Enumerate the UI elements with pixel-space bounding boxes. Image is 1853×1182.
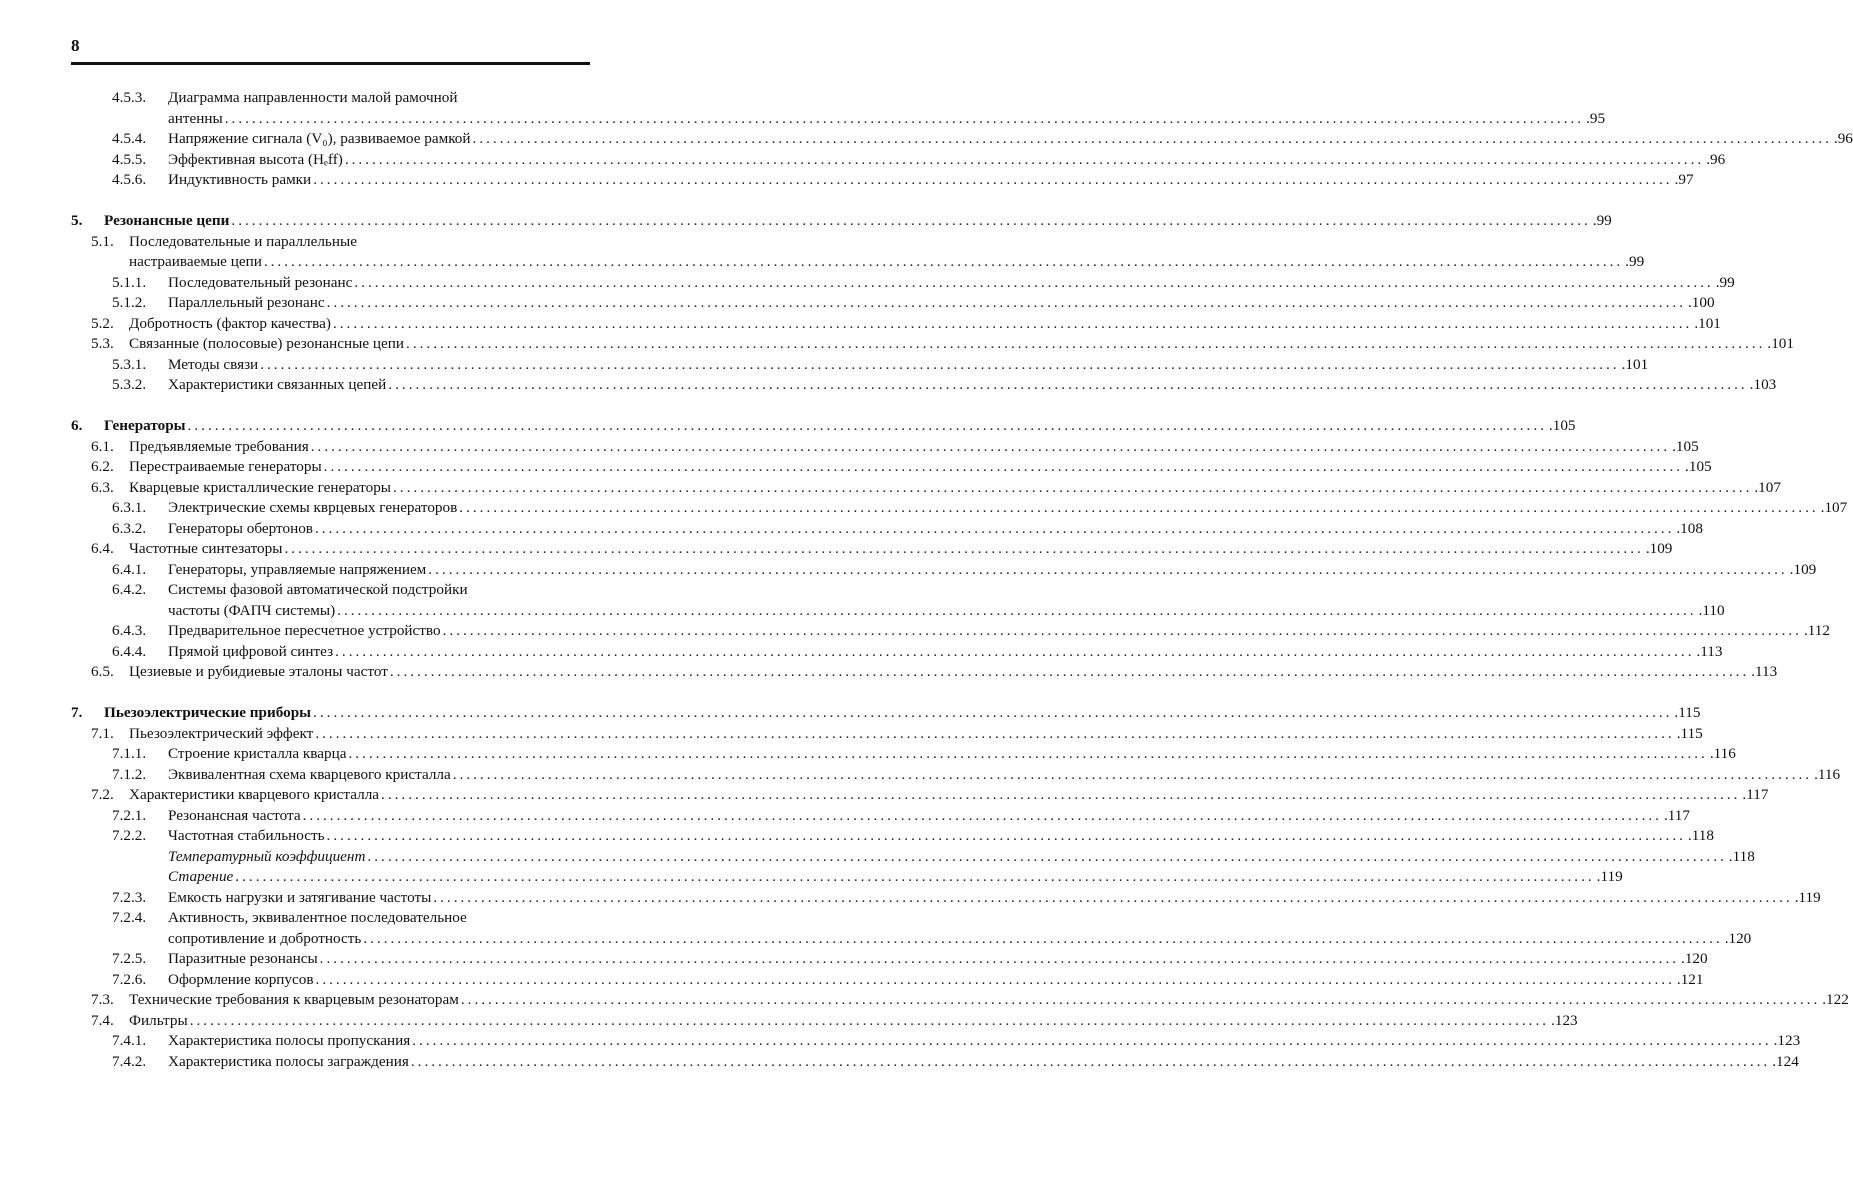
toc-entry-title: Оформление корпусов <box>168 970 314 988</box>
toc-entry-number: 4.5.6. <box>112 171 147 188</box>
toc-entry[interactable] <box>71 109 1606 130</box>
toc-entry-page: .113 <box>1696 642 1723 660</box>
toc-entry-number: 7.2.3. <box>112 888 147 906</box>
toc-entry-title: Старение <box>168 868 234 885</box>
toc-entry-page: .99 <box>1592 212 1612 229</box>
toc-entry-page: .103 <box>1749 376 1777 393</box>
toc-entry[interactable] <box>71 170 1694 191</box>
toc-entry-title: настраиваемые цепи <box>129 253 262 270</box>
dot-leader: ........................................................................................................................................................................................................ <box>323 458 1684 475</box>
toc-entry-number: 7.4. <box>91 1011 114 1029</box>
toc-entry[interactable] <box>71 539 1673 560</box>
toc-entry-title: Характеристики кварцевого кристалла <box>129 786 380 803</box>
toc-entry-page: .120 <box>1724 929 1752 947</box>
dot-leader: ........................................................................................................................................................................................................ <box>326 827 1686 844</box>
toc-entry-page: .99 <box>1715 273 1735 291</box>
toc-entry[interactable] <box>71 437 1699 458</box>
dot-leader: ........................................................................................................................................................................................................ <box>284 540 1644 557</box>
toc-entry[interactable] <box>71 1011 1578 1032</box>
toc-entry[interactable] <box>71 375 1777 396</box>
dot-leader: ........................................................................................................................................................................................................ <box>260 355 1620 373</box>
toc-entry[interactable] <box>71 129 1853 150</box>
toc-entry[interactable] <box>71 847 1755 868</box>
toc-entry-number: 7.4.1. <box>112 1032 147 1049</box>
toc-entry-number: 7.1.2. <box>112 765 147 783</box>
toc-entry-page: .97 <box>1674 171 1694 188</box>
toc-entry-number: 6.4. <box>91 540 114 557</box>
toc-entry-title: Параллельный резонанс <box>168 294 325 311</box>
dot-leader: ........................................................................................................................................................................................................ <box>367 847 1727 865</box>
toc-entry-title: Напряжение сигнала (V₀), развиваемое рамкой <box>168 130 471 147</box>
toc-entry-page: .100 <box>1687 294 1715 311</box>
toc-entry-number: 5.3. <box>91 335 114 352</box>
toc-entry-page: .109 <box>1789 560 1817 578</box>
toc-chapter[interactable] <box>71 211 1612 232</box>
toc-entry-number: 5.3.2. <box>112 376 147 393</box>
toc-entry-title: Температурный коэффициент <box>168 847 366 865</box>
toc-entry-page: .101 <box>1621 355 1649 373</box>
toc-entry-page: .96 <box>1833 130 1853 147</box>
toc-entry-number: 7.4.2. <box>112 1052 147 1070</box>
dot-leader: ........................................................................................................................................................................................................ <box>313 171 1673 188</box>
toc-entry-page: .108 <box>1676 519 1703 537</box>
dot-leader: ........................................................................................................................................................................................................ <box>442 622 1802 639</box>
dot-leader: ........................................................................................................................................................................................................ <box>410 1052 1771 1070</box>
toc-entry-page: .105 <box>1672 437 1699 455</box>
toc-entry[interactable] <box>71 314 1721 335</box>
toc-entry-title: частоты (ФАПЧ системы) <box>168 601 336 619</box>
toc-entry[interactable] <box>71 232 590 253</box>
toc-entry-title: Резонансные цепи <box>104 212 230 229</box>
dot-leader: ........................................................................................................................................................................................................ <box>381 786 1741 803</box>
dot-leader: ........................................................................................................................................................................................................ <box>332 314 1693 332</box>
toc-entry-title: Кварцевые кристаллические генераторы <box>129 478 391 496</box>
toc-entry-number: 6.4.4. <box>112 642 147 660</box>
toc-entry[interactable] <box>71 478 1781 499</box>
table-of-contents <box>71 88 1853 1072</box>
toc-entry-page: .116 <box>1814 765 1841 783</box>
toc-entry[interactable] <box>71 970 1704 991</box>
toc-entry[interactable] <box>71 293 1715 314</box>
toc-entry-title: Генераторы, управляемые напряжением <box>168 560 427 578</box>
toc-entry-page: .119 <box>1794 888 1821 906</box>
toc-entry-page: .116 <box>1709 745 1736 762</box>
toc-entry-page: .101 <box>1694 314 1721 332</box>
toc-entry-title: Методы связи <box>168 355 259 373</box>
toc-entry-number: 6.3. <box>91 478 114 496</box>
toc-entry-title: Характеристика полосы пропускания <box>168 1032 411 1049</box>
dot-leader: ........................................................................................................................................................................................................ <box>337 601 1697 619</box>
toc-entry[interactable] <box>71 867 1623 888</box>
toc-entry-page: .99 <box>1625 253 1645 270</box>
toc-entry-title: сопротивление и добротность <box>168 929 362 947</box>
toc-chapter[interactable] <box>71 416 1576 437</box>
dot-leader: ........................................................................................................................................................................................................ <box>363 929 1723 947</box>
dot-leader: ........................................................................................................................................................................................................ <box>315 724 1675 742</box>
toc-entry[interactable] <box>71 806 1690 827</box>
toc-entry-title: Последовательный резонанс <box>168 273 353 291</box>
dot-leader: ........................................................................................................................................................................................................ <box>389 663 1750 680</box>
toc-entry-page: .118 <box>1687 827 1714 844</box>
dot-leader: ........................................................................................................................................................................................................ <box>263 253 1624 270</box>
toc-entry-page: .107 <box>1754 478 1781 496</box>
toc-entry[interactable] <box>71 949 1708 970</box>
toc-entry-page: .118 <box>1728 847 1755 865</box>
toc-entry[interactable] <box>71 888 1821 909</box>
toc-entry-page: .119 <box>1596 868 1623 885</box>
toc-entry-page: .122 <box>1822 991 1849 1008</box>
dot-leader: ........................................................................................................................................................................................................ <box>354 273 1714 291</box>
toc-entry[interactable] <box>71 150 1726 171</box>
toc-entry-page: .107 <box>1820 499 1848 516</box>
toc-entry-title: Перестраиваемые генераторы <box>129 458 322 475</box>
toc-entry-number: 6.5. <box>91 663 114 680</box>
toc-entry[interactable] <box>71 765 1841 786</box>
dot-leader: ........................................................................................................................................................................................................ <box>452 765 1813 783</box>
toc-entry[interactable] <box>71 642 1723 663</box>
toc-entry-number: 6.1. <box>91 437 114 455</box>
toc-entry-page: .105 <box>1548 417 1576 434</box>
toc-entry-number: 4.5.5. <box>112 150 147 168</box>
toc-entry-title: Индуктивность рамки <box>168 171 312 188</box>
toc-entry-title: Связанные (полосовые) резонансные цепи <box>129 335 405 352</box>
toc-entry[interactable] <box>71 621 1830 642</box>
toc-entry-number: 5.3.1. <box>112 355 147 373</box>
dot-leader: ........................................................................................................................................................................................................ <box>348 745 1708 762</box>
toc-entry-number: 7.1. <box>91 724 114 742</box>
toc-entry[interactable] <box>71 580 590 601</box>
toc-entry[interactable] <box>71 519 1703 540</box>
toc-entry-page: .115 <box>1676 724 1703 742</box>
dot-leader: ........................................................................................................................................................................................................ <box>460 991 1821 1008</box>
dot-leader: ........................................................................................................................................................................................................ <box>406 335 1766 352</box>
toc-entry-number: 5.2. <box>91 314 114 332</box>
toc-entry-title: Эквивалентная схема кварцевого кристалла <box>168 765 451 783</box>
dot-leader: ........................................................................................................................................................................................................ <box>428 560 1788 578</box>
toc-entry[interactable] <box>71 990 1849 1011</box>
dot-leader: ........................................................................................................................................................................................................ <box>310 437 1671 455</box>
toc-entry-page: .101 <box>1767 335 1794 352</box>
toc-entry-number: 7.2.4. <box>112 909 147 926</box>
dot-leader: ........................................................................................................................................................................................................ <box>235 868 1595 885</box>
toc-entry-number: 7.2.2. <box>112 827 147 844</box>
toc-entry-title: Эффективная высота (Hₑff) <box>168 150 343 168</box>
toc-entry-page: .109 <box>1645 540 1673 557</box>
toc-entry-page: .123 <box>1773 1032 1801 1049</box>
toc-entry[interactable] <box>71 908 590 929</box>
toc-entry-title: Прямой цифровой синтез <box>168 642 334 660</box>
toc-entry-number: 7.2.6. <box>112 970 147 988</box>
dot-leader: ........................................................................................................................................................................................................ <box>302 806 1662 824</box>
toc-entry-title: Строение кристалла кварца <box>168 745 347 762</box>
dot-leader: ........................................................................................................................................................................................................ <box>315 970 1675 988</box>
section-gap <box>71 683 590 704</box>
toc-entry-title: Электрические схемы кврцевых генераторов <box>168 499 458 516</box>
toc-entry-title: Емкость нагрузки и затягивание частоты <box>168 888 432 906</box>
toc-entry-title: антенны <box>168 109 223 127</box>
toc-entry-title: Предъявляемые требования <box>129 437 309 455</box>
toc-entry[interactable] <box>71 826 1714 847</box>
toc-entry-title: Добротность (фактор качества) <box>129 314 331 332</box>
toc-entry-title: Предварительное пересчетное устройство <box>168 622 441 639</box>
toc-entry-number: 4.5.3. <box>112 89 147 106</box>
toc-entry-page: .110 <box>1698 601 1725 619</box>
toc-entry-number: 7.1.1. <box>112 745 147 762</box>
toc-entry-page: .121 <box>1676 970 1704 988</box>
dot-leader: ........................................................................................................................................................................................................ <box>187 417 1547 434</box>
toc-entry[interactable] <box>71 601 1725 622</box>
toc-entry-title: Цезиевые и рубидиевые эталоны частот <box>129 663 388 680</box>
dot-leader: ........................................................................................................................................................................................................ <box>326 294 1686 311</box>
toc-entry-title: Генераторы обертонов <box>168 519 313 537</box>
toc-entry-number: 6.4.1. <box>112 560 147 578</box>
toc-entry-number: 7.2.5. <box>112 950 147 967</box>
dot-leader: ........................................................................................................................................................................................................ <box>433 888 1793 906</box>
toc-entry-title: Пьезоэлектрический эффект <box>129 724 314 742</box>
dot-leader: ........................................................................................................................................................................................................ <box>189 1011 1550 1029</box>
toc-entry-number: 6.2. <box>91 458 114 475</box>
dot-leader: ........................................................................................................................................................................................................ <box>319 950 1680 967</box>
toc-entry[interactable] <box>71 88 590 109</box>
dot-leader: ........................................................................................................................................................................................................ <box>344 150 1705 168</box>
dot-leader: ........................................................................................................................................................................................................ <box>459 499 1819 516</box>
toc-entry-number: 6.4.2. <box>112 581 147 598</box>
toc-entry-page: .123 <box>1551 1011 1578 1029</box>
toc-entry-number: 6.3.2. <box>112 519 147 537</box>
toc-entry[interactable] <box>71 662 1778 683</box>
toc-entry-page: .117 <box>1663 806 1690 824</box>
toc-entry-page: .96 <box>1706 150 1726 168</box>
dot-leader: ........................................................................................................................................................................................................ <box>314 519 1675 537</box>
toc-entry[interactable] <box>71 252 1645 273</box>
toc-chapter[interactable] <box>71 703 1701 724</box>
dot-leader: ........................................................................................................................................................................................................ <box>388 376 1748 393</box>
toc-entry[interactable] <box>71 498 1848 519</box>
toc-entry-title: Пьезоэлектрические приборы <box>104 704 312 721</box>
toc-entry[interactable] <box>71 724 1703 745</box>
toc-entry[interactable] <box>71 785 1769 806</box>
toc-entry[interactable] <box>71 1031 1801 1052</box>
toc-entry-title: Активность, эквивалентное последовательное <box>168 909 467 926</box>
toc-entry[interactable] <box>71 457 1712 478</box>
section-gap <box>71 396 590 417</box>
toc-entry-title: Диаграмма направленности малой рамочной <box>168 89 458 106</box>
toc-entry[interactable] <box>71 1052 1799 1073</box>
dot-leader: ........................................................................................................................................................................................................ <box>224 109 1585 127</box>
dot-leader: ........................................................................................................................................................................................................ <box>393 478 1753 496</box>
toc-entry-title: Частотная стабильность <box>168 827 325 844</box>
toc-entry[interactable] <box>71 334 1794 355</box>
toc-entry[interactable] <box>71 355 1649 376</box>
toc-entry-page: .95 <box>1586 109 1606 127</box>
toc-entry-number: 7. <box>71 704 83 721</box>
toc-entry-page: .117 <box>1742 786 1769 803</box>
toc-entry-page: .120 <box>1681 950 1708 967</box>
toc-entry-title: Генераторы <box>104 417 186 434</box>
toc-entry-number: 6.4.3. <box>112 622 147 639</box>
toc-entry-page: .115 <box>1674 704 1701 721</box>
toc-entry-title: Резонансная частота <box>168 806 301 824</box>
toc-entry-number: 4.5.4. <box>112 130 147 147</box>
toc-entry-title: Последовательные и параллельные <box>129 232 357 250</box>
toc-entry[interactable] <box>71 929 1752 950</box>
toc-entry-number: 7.2. <box>91 786 114 803</box>
toc-entry-title: Характеристики связанных цепей <box>168 376 387 393</box>
toc-entry-title: Частотные синтезаторы <box>129 540 283 557</box>
toc-entry-number: 7.2.1. <box>112 806 147 824</box>
page-number: 8 <box>71 36 80 55</box>
dot-leader: ........................................................................................................................................................................................................ <box>335 642 1695 660</box>
section-gap <box>71 191 590 212</box>
toc-entry-number: 7.3. <box>91 991 114 1008</box>
toc-entry-number: 5.1. <box>91 232 114 250</box>
toc-entry-page: .112 <box>1803 622 1830 639</box>
toc-entry-title: Характеристика полосы заграждения <box>168 1052 409 1070</box>
toc-entry-title: Системы фазовой автоматической подстройки <box>168 581 468 598</box>
dot-leader: ........................................................................................................................................................................................................ <box>472 130 1832 147</box>
toc-entry-page: .113 <box>1751 663 1778 680</box>
toc-entry-title: Технические требования к кварцевым резонаторам <box>129 991 459 1008</box>
toc-entry-number: 5. <box>71 212 83 229</box>
toc-entry-number: 6. <box>71 417 83 434</box>
toc-entry[interactable] <box>71 744 1736 765</box>
dot-leader: ........................................................................................................................................................................................................ <box>313 704 1673 721</box>
toc-entry-title: Фильтры <box>129 1011 188 1029</box>
toc-entry[interactable] <box>71 560 1817 581</box>
header-rule <box>71 62 590 65</box>
toc-entry-number: 6.3.1. <box>112 499 147 516</box>
toc-entry-title: Паразитные резонансы <box>168 950 318 967</box>
toc-entry-number: 5.1.1. <box>112 273 147 291</box>
toc-entry[interactable] <box>71 273 1735 294</box>
dot-leader: ........................................................................................................................................................................................................ <box>231 212 1591 229</box>
toc-entry-page: .124 <box>1772 1052 1799 1070</box>
dot-leader: ........................................................................................................................................................................................................ <box>412 1032 1772 1049</box>
toc-entry-number: 5.1.2. <box>112 294 147 311</box>
toc-entry-page: .105 <box>1685 458 1712 475</box>
